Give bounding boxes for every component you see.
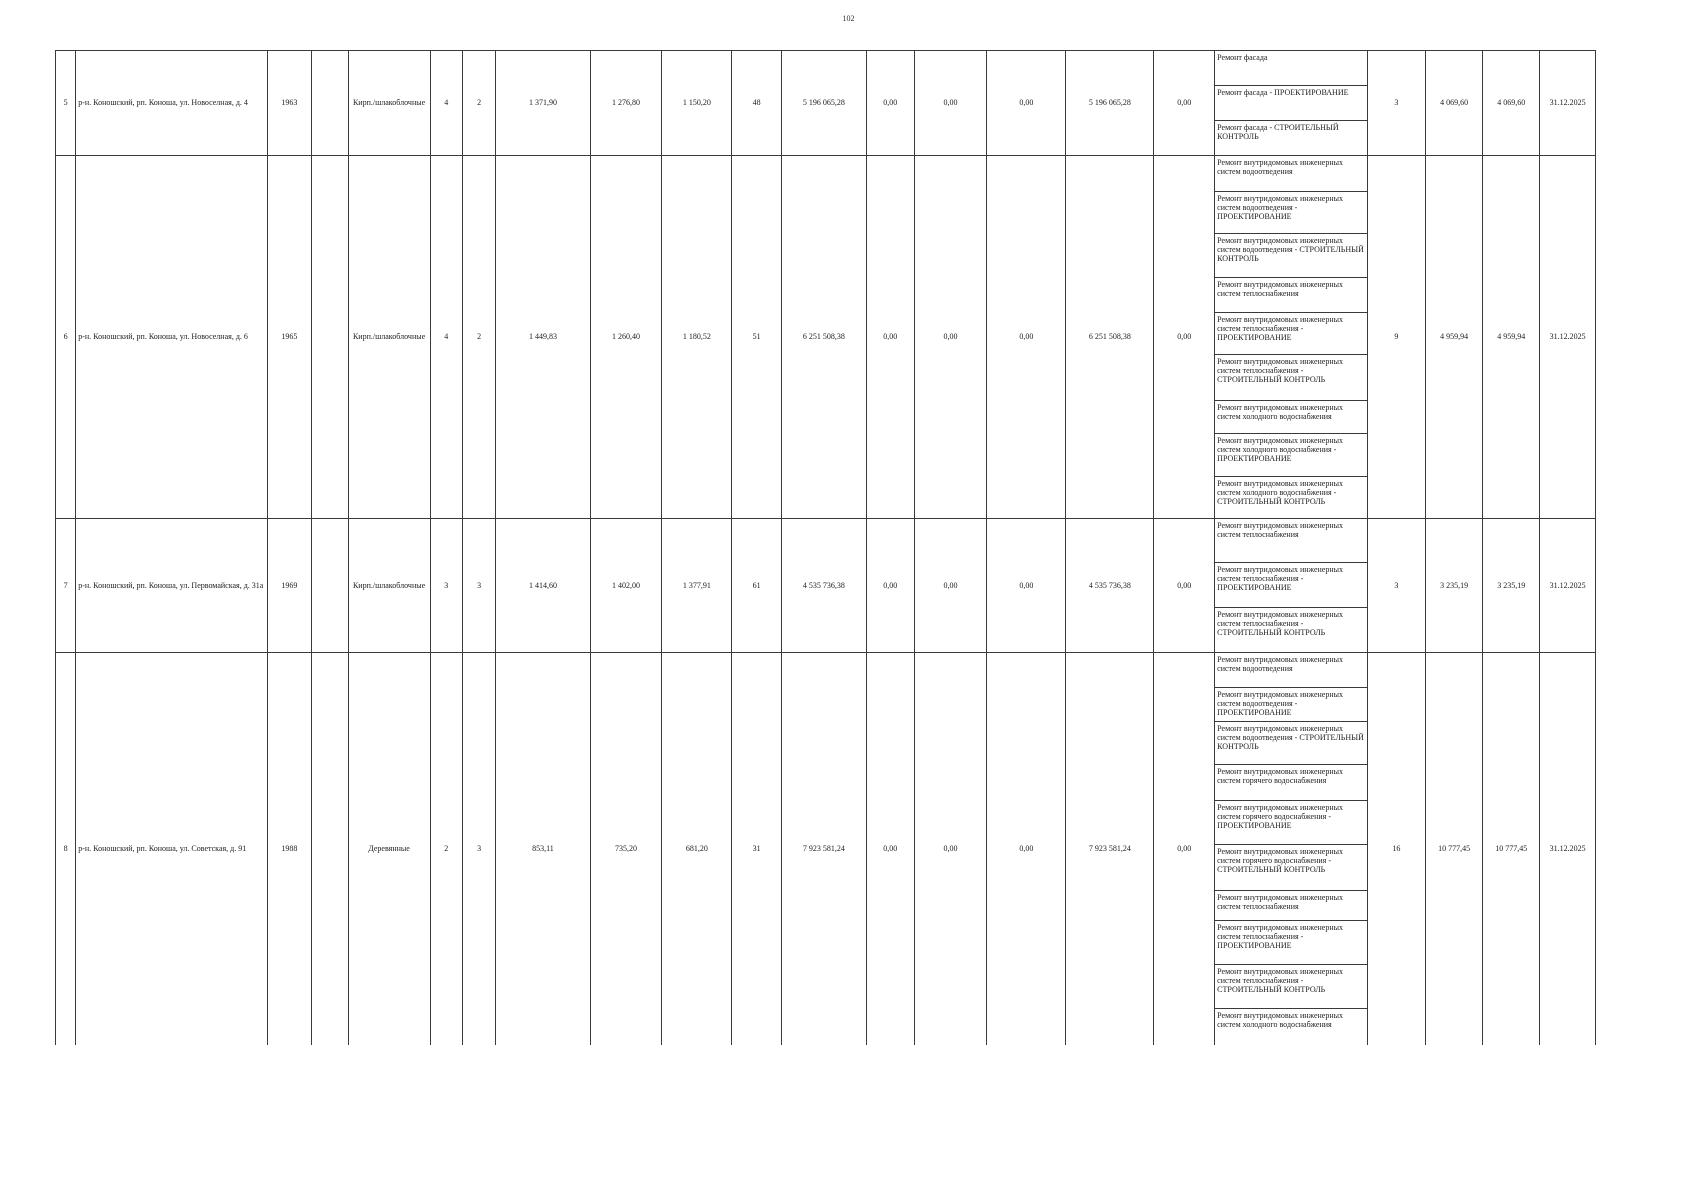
cost-owners-cell: 6 251 508,38: [1066, 156, 1154, 519]
empty-cell: [312, 519, 348, 653]
empty-cell: [312, 653, 348, 1045]
area-total-cell: 1 414,60: [496, 519, 590, 653]
work-type-cell: Ремонт внутридомовых инженерных систем водоотведения - ПРОЕКТИРОВАНИЕ: [1215, 688, 1368, 722]
residents-cell: 31: [732, 653, 782, 1045]
work-type-cell: Ремонт внутридомовых инженерных систем горячего водоснабжения: [1215, 765, 1368, 801]
cost-budget2-cell: 0,00: [987, 653, 1066, 1045]
floors-cell: 2: [430, 653, 462, 1045]
cost-fund-cell: 0,00: [866, 156, 914, 519]
area-living-cell: 1 402,00: [590, 519, 662, 653]
cost-budget2-cell: 0,00: [987, 156, 1066, 519]
deadline-cell: 31.12.2025: [1540, 51, 1596, 156]
work-type-cell: Ремонт внутридомовых инженерных систем теплоснабжения - ПРОЕКТИРОВАНИЕ: [1215, 563, 1368, 608]
cost-budget2-cell: 0,00: [987, 519, 1066, 653]
entrances-cell: 2: [462, 156, 495, 519]
area-owned-cell: 681,20: [662, 653, 732, 1045]
floors-cell: 4: [430, 156, 462, 519]
cost-total-cell: 4 535 736,38: [781, 519, 866, 653]
cost-other-cell: 0,00: [1154, 51, 1215, 156]
spec-cost-cell: 4 069,60: [1425, 51, 1483, 156]
cost-budget2-cell: 0,00: [987, 51, 1066, 156]
row-number: 7: [56, 519, 76, 653]
area-total-cell: 853,11: [496, 653, 590, 1045]
work-type-cell: Ремонт фасада - СТРОИТЕЛЬНЫЙ КОНТРОЛЬ: [1215, 121, 1368, 156]
empty-cell: [312, 51, 348, 156]
area-owned-cell: 1 150,20: [662, 51, 732, 156]
row-number: 6: [56, 156, 76, 519]
cost-budget1-cell: 0,00: [914, 51, 987, 156]
work-type-cell: Ремонт внутридомовых инженерных систем водоотведения - СТРОИТЕЛЬНЫЙ КОНТРОЛЬ: [1215, 234, 1368, 278]
entrances-cell: 3: [462, 653, 495, 1045]
work-type-cell: Ремонт внутридомовых инженерных систем холодного водоснабжения - ПРОЕКТИРОВАНИЕ: [1215, 434, 1368, 477]
work-type-cell: Ремонт внутридомовых инженерных систем водоотведения - ПРОЕКТИРОВАНИЕ: [1215, 192, 1368, 234]
cost-other-cell: 0,00: [1154, 653, 1215, 1045]
work-type-cell: Ремонт внутридомовых инженерных систем теплоснабжения: [1215, 278, 1368, 313]
year-cell: 1988: [267, 653, 312, 1045]
work-type-cell: Ремонт внутридомовых инженерных систем теплоснабжения - СТРОИТЕЛЬНЫЙ КОНТРОЛЬ: [1215, 355, 1368, 401]
material-cell: Кирп./шлакоблочные: [348, 519, 430, 653]
table-row: [56, 51, 1596, 86]
entrances-cell: 2: [462, 51, 495, 156]
cost-total-cell: 7 923 581,24: [781, 653, 866, 1045]
max-cost-cell: 10 777,45: [1483, 653, 1540, 1045]
cost-owners-cell: 7 923 581,24: [1066, 653, 1154, 1045]
area-owned-cell: 1 180,52: [662, 156, 732, 519]
table-row: [56, 519, 1596, 563]
residents-cell: 61: [732, 519, 782, 653]
work-type-cell: Ремонт внутридомовых инженерных систем холодного водоснабжения: [1215, 1009, 1368, 1045]
cost-owners-cell: 4 535 736,38: [1066, 519, 1154, 653]
work-type-cell: Ремонт внутридомовых инженерных систем водоотведения - СТРОИТЕЛЬНЫЙ КОНТРОЛЬ: [1215, 722, 1368, 765]
empty-cell: [312, 156, 348, 519]
work-count-cell: 16: [1368, 653, 1426, 1045]
cost-owners-cell: 5 196 065,28: [1066, 51, 1154, 156]
work-type-cell: Ремонт внутридомовых инженерных систем горячего водоснабжения - СТРОИТЕЛЬНЫЙ КОНТРОЛЬ: [1215, 845, 1368, 891]
year-cell: 1963: [267, 51, 312, 156]
work-type-cell: Ремонт внутридомовых инженерных систем теплоснабжения - СТРОИТЕЛЬНЫЙ КОНТРОЛЬ: [1215, 608, 1368, 653]
residents-cell: 51: [732, 156, 782, 519]
spec-cost-cell: 4 959,94: [1425, 156, 1483, 519]
work-type-cell: Ремонт внутридомовых инженерных систем водоотведения: [1215, 653, 1368, 688]
address-cell: р-н. Коношский, рп. Коноша, ул. Новоселная, д. 6: [76, 156, 267, 519]
material-cell: Деревянные: [348, 653, 430, 1045]
cost-budget1-cell: 0,00: [914, 653, 987, 1045]
max-cost-cell: 4 069,60: [1483, 51, 1540, 156]
entrances-cell: 3: [462, 519, 495, 653]
work-type-cell: Ремонт фасада - ПРОЕКТИРОВАНИЕ: [1215, 86, 1368, 121]
cost-budget1-cell: 0,00: [914, 519, 987, 653]
work-type-cell: Ремонт фасада: [1215, 51, 1368, 86]
work-type-cell: Ремонт внутридомовых инженерных систем теплоснабжения - СТРОИТЕЛЬНЫЙ КОНТРОЛЬ: [1215, 965, 1368, 1009]
work-type-cell: Ремонт внутридомовых инженерных систем теплоснабжения - ПРОЕКТИРОВАНИЕ: [1215, 921, 1368, 965]
max-cost-cell: 4 959,94: [1483, 156, 1540, 519]
work-count-cell: 3: [1368, 519, 1426, 653]
cost-fund-cell: 0,00: [866, 519, 914, 653]
residents-cell: 48: [732, 51, 782, 156]
address-cell: р-н. Коношский, рп. Коноша, ул. Новоселная, д. 4: [76, 51, 267, 156]
year-cell: 1969: [267, 519, 312, 653]
area-living-cell: 735,20: [590, 653, 662, 1045]
table-row: [56, 653, 1596, 688]
capital-repair-table: [55, 50, 1596, 1045]
address-cell: р-н. Коношский, рп. Коноша, ул. Первомайская, д. 31а: [76, 519, 267, 653]
row-number: 8: [56, 653, 76, 1045]
floors-cell: 3: [430, 519, 462, 653]
deadline-cell: 31.12.2025: [1540, 156, 1596, 519]
cost-fund-cell: 0,00: [866, 51, 914, 156]
cost-other-cell: 0,00: [1154, 519, 1215, 653]
address-cell: р-н. Коношский, рп. Коноша, ул. Советская, д. 91: [76, 653, 267, 1045]
work-type-cell: Ремонт внутридомовых инженерных систем теплоснабжения: [1215, 519, 1368, 563]
cost-other-cell: 0,00: [1154, 156, 1215, 519]
work-count-cell: 3: [1368, 51, 1426, 156]
area-total-cell: 1 371,90: [496, 51, 590, 156]
spec-cost-cell: 10 777,45: [1425, 653, 1483, 1045]
cost-budget1-cell: 0,00: [914, 156, 987, 519]
max-cost-cell: 3 235,19: [1483, 519, 1540, 653]
deadline-cell: 31.12.2025: [1540, 653, 1596, 1045]
work-type-cell: Ремонт внутридомовых инженерных систем теплоснабжения - ПРОЕКТИРОВАНИЕ: [1215, 313, 1368, 355]
year-cell: 1965: [267, 156, 312, 519]
floors-cell: 4: [430, 51, 462, 156]
area-living-cell: 1 276,80: [590, 51, 662, 156]
material-cell: Кирп./шлакоблочные: [348, 51, 430, 156]
work-count-cell: 9: [1368, 156, 1426, 519]
work-type-cell: Ремонт внутридомовых инженерных систем холодного водоснабжения: [1215, 401, 1368, 434]
work-type-cell: Ремонт внутридомовых инженерных систем холодного водоснабжения - СТРОИТЕЛЬНЫЙ КОНТРОЛЬ: [1215, 477, 1368, 519]
work-type-cell: Ремонт внутридомовых инженерных систем горячего водоснабжения - ПРОЕКТИРОВАНИЕ: [1215, 801, 1368, 845]
cost-total-cell: 5 196 065,28: [781, 51, 866, 156]
page-number: 102: [842, 14, 855, 23]
deadline-cell: 31.12.2025: [1540, 519, 1596, 653]
row-number: 5: [56, 51, 76, 156]
area-owned-cell: 1 377,91: [662, 519, 732, 653]
table-row: [56, 156, 1596, 192]
table-body: [56, 51, 1596, 1045]
spec-cost-cell: 3 235,19: [1425, 519, 1483, 653]
material-cell: Кирп./шлакоблочные: [348, 156, 430, 519]
cost-total-cell: 6 251 508,38: [781, 156, 866, 519]
area-living-cell: 1 260,40: [590, 156, 662, 519]
work-type-cell: Ремонт внутридомовых инженерных систем водоотведения: [1215, 156, 1368, 192]
work-type-cell: Ремонт внутридомовых инженерных систем теплоснабжения: [1215, 891, 1368, 921]
cost-fund-cell: 0,00: [866, 653, 914, 1045]
area-total-cell: 1 449,83: [496, 156, 590, 519]
